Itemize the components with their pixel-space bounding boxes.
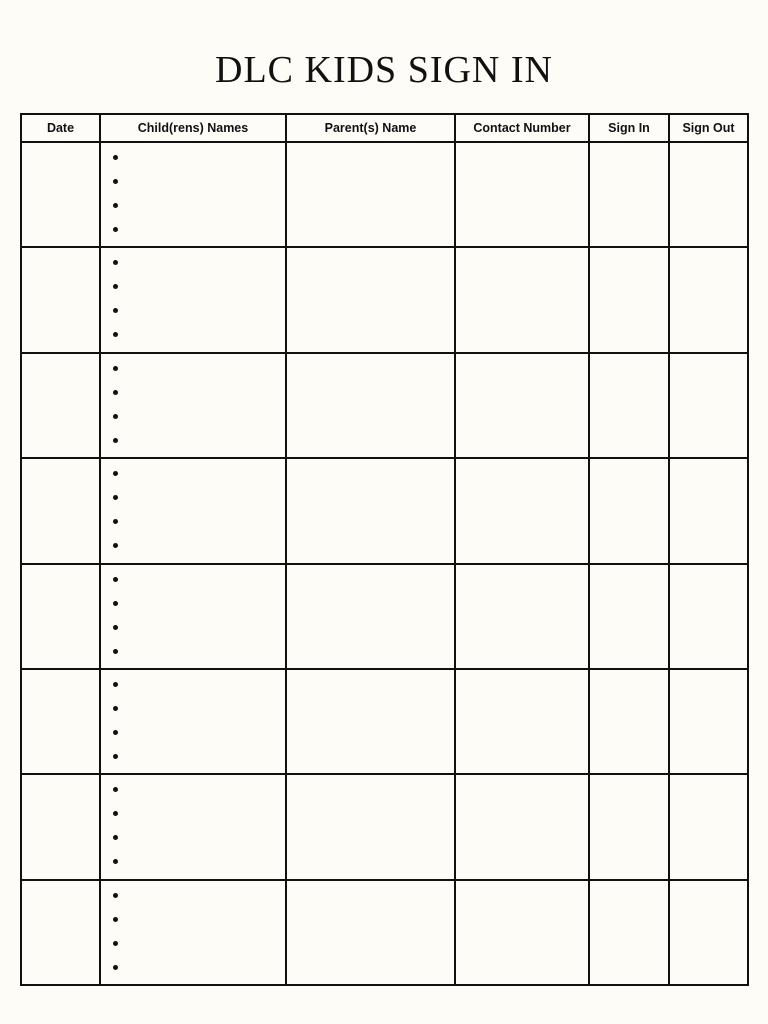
contact-number-cell[interactable]	[455, 880, 589, 985]
child-name-list	[101, 775, 285, 875]
sign-in-cell[interactable]	[589, 669, 669, 774]
col-header-sign-in: Sign In	[589, 114, 669, 142]
contact-number-cell[interactable]	[455, 353, 589, 458]
contact-number-cell[interactable]	[455, 142, 589, 247]
child-name-bullet[interactable]	[113, 593, 285, 617]
parent-name-cell[interactable]	[286, 774, 455, 879]
sign-out-cell[interactable]	[669, 774, 748, 879]
child-name-list	[101, 143, 285, 243]
table-row	[21, 774, 748, 879]
parent-name-cell[interactable]	[286, 564, 455, 669]
children-names-cell[interactable]	[100, 353, 286, 458]
child-name-list	[101, 565, 285, 665]
parent-name-cell[interactable]	[286, 458, 455, 563]
parent-name-cell[interactable]	[286, 247, 455, 352]
date-cell[interactable]	[21, 458, 100, 563]
sign-in-cell[interactable]	[589, 353, 669, 458]
child-name-bullet[interactable]	[113, 779, 285, 803]
child-name-list	[101, 248, 285, 348]
child-name-list	[101, 670, 285, 770]
child-name-bullet[interactable]	[113, 300, 285, 324]
sign-out-cell[interactable]	[669, 353, 748, 458]
sign-in-cell[interactable]	[589, 247, 669, 352]
table-row	[21, 353, 748, 458]
children-names-cell[interactable]	[100, 669, 286, 774]
sign-out-cell[interactable]	[669, 564, 748, 669]
contact-number-cell[interactable]	[455, 774, 589, 879]
child-name-list	[101, 881, 285, 981]
date-cell[interactable]	[21, 353, 100, 458]
sign-in-table	[20, 113, 749, 986]
children-names-cell[interactable]	[100, 774, 286, 879]
children-names-cell[interactable]	[100, 458, 286, 563]
table-row	[21, 142, 748, 247]
date-cell[interactable]	[21, 880, 100, 985]
child-name-bullet[interactable]	[113, 276, 285, 300]
col-header-contact-number: Contact Number	[455, 114, 589, 142]
child-name-bullet[interactable]	[113, 463, 285, 487]
parent-name-cell[interactable]	[286, 880, 455, 985]
date-cell[interactable]	[21, 669, 100, 774]
sign-out-cell[interactable]	[669, 458, 748, 563]
child-name-bullet[interactable]	[113, 885, 285, 909]
child-name-bullet[interactable]	[113, 406, 285, 430]
child-name-bullet[interactable]	[113, 324, 285, 348]
child-name-bullet[interactable]	[113, 252, 285, 276]
child-name-bullet[interactable]	[113, 358, 285, 382]
contact-number-cell[interactable]	[455, 247, 589, 352]
parent-name-cell[interactable]	[286, 142, 455, 247]
table-row	[21, 247, 748, 352]
table-body	[21, 142, 748, 985]
page-title: DLC KIDS SIGN IN	[215, 49, 553, 91]
child-name-bullet[interactable]	[113, 535, 285, 559]
child-name-list	[101, 459, 285, 559]
col-header-sign-out: Sign Out	[669, 114, 748, 142]
sign-in-cell[interactable]	[589, 458, 669, 563]
child-name-bullet[interactable]	[113, 382, 285, 406]
child-name-bullet[interactable]	[113, 487, 285, 511]
sign-out-cell[interactable]	[669, 142, 748, 247]
child-name-bullet[interactable]	[113, 746, 285, 770]
col-header-parent-name: Parent(s) Name	[286, 114, 455, 142]
child-name-bullet[interactable]	[113, 722, 285, 746]
table-row	[21, 880, 748, 985]
contact-number-cell[interactable]	[455, 669, 589, 774]
child-name-bullet[interactable]	[113, 957, 285, 981]
child-name-bullet[interactable]	[113, 827, 285, 851]
child-name-bullet[interactable]	[113, 147, 285, 171]
children-names-cell[interactable]	[100, 880, 286, 985]
table-row	[21, 669, 748, 774]
child-name-bullet[interactable]	[113, 641, 285, 665]
sign-in-cell[interactable]	[589, 880, 669, 985]
table-row	[21, 458, 748, 563]
sign-in-cell[interactable]	[589, 564, 669, 669]
col-header-children-names: Child(rens) Names	[100, 114, 286, 142]
date-cell[interactable]	[21, 564, 100, 669]
sign-out-cell[interactable]	[669, 247, 748, 352]
child-name-list	[101, 354, 285, 454]
sign-out-cell[interactable]	[669, 880, 748, 985]
child-name-bullet[interactable]	[113, 219, 285, 243]
parent-name-cell[interactable]	[286, 353, 455, 458]
children-names-cell[interactable]	[100, 564, 286, 669]
date-cell[interactable]	[21, 247, 100, 352]
child-name-bullet[interactable]	[113, 569, 285, 593]
child-name-bullet[interactable]	[113, 851, 285, 875]
contact-number-cell[interactable]	[455, 458, 589, 563]
sign-in-cell[interactable]	[589, 774, 669, 879]
sign-out-cell[interactable]	[669, 669, 748, 774]
child-name-bullet[interactable]	[113, 803, 285, 827]
child-name-bullet[interactable]	[113, 195, 285, 219]
table-row	[21, 564, 748, 669]
col-header-date: Date	[21, 114, 100, 142]
children-names-cell[interactable]	[100, 247, 286, 352]
sign-in-cell[interactable]	[589, 142, 669, 247]
date-cell[interactable]	[21, 774, 100, 879]
child-name-bullet[interactable]	[113, 933, 285, 957]
child-name-bullet[interactable]	[113, 674, 285, 698]
header-row	[21, 114, 748, 142]
child-name-bullet[interactable]	[113, 430, 285, 454]
children-names-cell[interactable]	[100, 142, 286, 247]
parent-name-cell[interactable]	[286, 669, 455, 774]
child-name-bullet[interactable]	[113, 171, 285, 195]
contact-number-cell[interactable]	[455, 564, 589, 669]
child-name-bullet[interactable]	[113, 698, 285, 722]
child-name-bullet[interactable]	[113, 617, 285, 641]
date-cell[interactable]	[21, 142, 100, 247]
child-name-bullet[interactable]	[113, 511, 285, 535]
child-name-bullet[interactable]	[113, 909, 285, 933]
